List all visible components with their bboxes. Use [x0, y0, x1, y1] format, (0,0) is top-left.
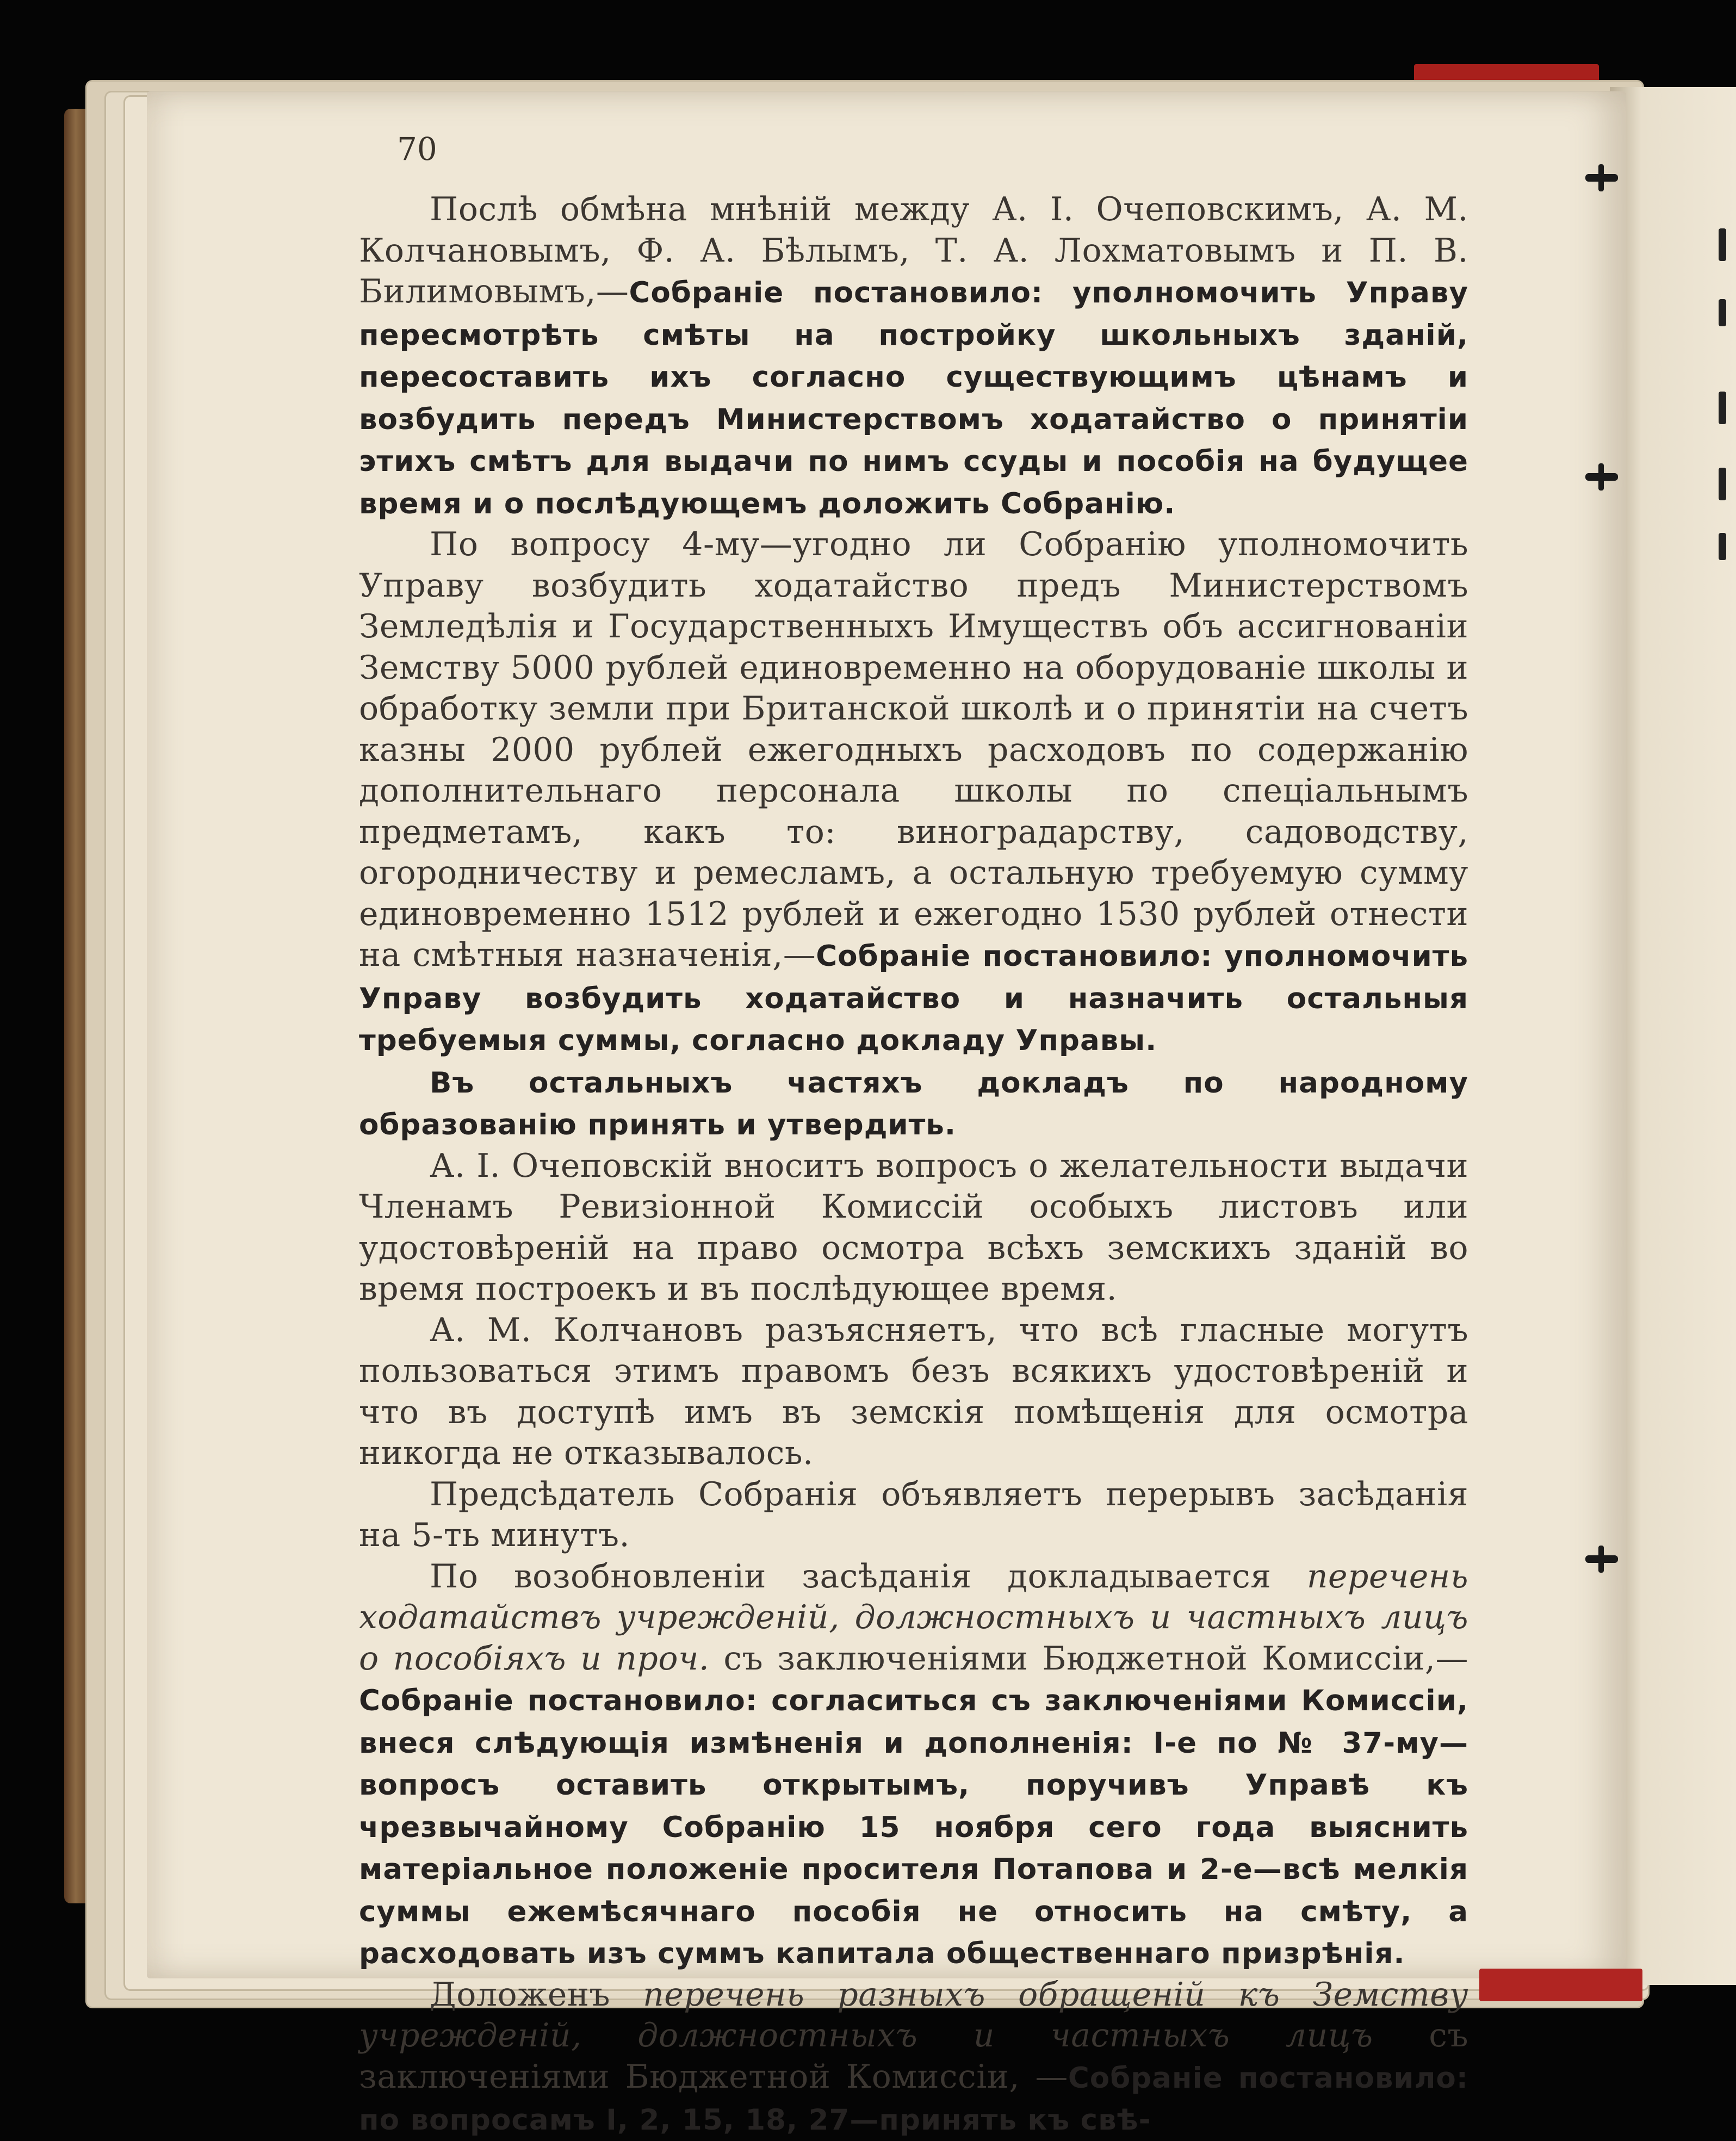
- resolution-text: Собраніе постановило: согласиться съ заключеніями Комиссіи, внеся слѣдующія измѣненія и дополненія: І-е по № 37-му—вопросъ оставить открытымъ, поручивъ Управѣ къ чрезвычайному Собранію 15 ноября сего года выяснить матеріальное положеніе просителя Потапова и 2-е—всѣ мелкія суммы ежемѣсячнаго пособія не относить на смѣту, а расходовать изъ суммъ капитала общественнаго призрѣнія.: [359, 1684, 1468, 1970]
- red-page-edge-bottom: [1479, 1969, 1642, 2001]
- binding-stitch: [1585, 1555, 1618, 1563]
- paragraph-list: [359, 189, 1468, 2141]
- paragraph: [359, 1310, 1468, 1474]
- binding-stitch: [1585, 174, 1618, 182]
- paragraph: [359, 1474, 1468, 1556]
- body-text: А. М. Колчановъ разъясняетъ, что всѣ гласные могутъ пользоваться этимъ правомъ безъ всякихъ удостовѣреній и что въ доступѣ имъ въ земскія помѣщенія для осмотра никогда не отказывалось.: [359, 1311, 1468, 1472]
- facing-page: [1610, 87, 1736, 1985]
- body-text: Доложенъ: [430, 1975, 643, 2014]
- page-number: 70: [397, 131, 437, 167]
- binding-stitch: [1585, 473, 1618, 481]
- resolution-text: Собраніе постановило: уполномочить Управу пересмотрѣть смѣты на постройку школьныхъ зданій, пересоставить ихъ согласно существующимъ цѣнамъ и возбудить передъ Министерствомъ ходатайство о принятіи этихъ смѣтъ для выдачи по нимъ ссуды и пособія на будущее время и о послѣдующемъ доложить Собранію.: [359, 276, 1468, 520]
- paragraph: [359, 1146, 1468, 1310]
- body-text: По вопросу 4-му—угодно ли Собранію уполномочить Управу возбудить ходатайство предъ Министерствомъ Земледѣлія и Государственныхъ Имуществъ объ ассигнованіи Земству 5000 рублей единовременно на оборудованіе школы и обработку земли при Британской школѣ и о принятіи на счетъ казны 2000 рублей ежегодныхъ расходовъ по содержанію дополнительнаго персонала школы по спеціальнымъ предметамъ, какъ то: виноградарству, садоводству, огородничеству и ремесламъ, а остальную требуемую сумму единовременно 1512 рублей и ежегодно 1530 рублей отнести на смѣтныя назначенія,—: [359, 525, 1468, 974]
- body-text: съ заключеніями Бюджетной Комиссіи,—: [709, 1639, 1468, 1678]
- resolution-text: Въ остальныхъ частяхъ докладъ по народному образованію принять и утвердить.: [359, 1066, 1468, 1141]
- resolution-text: Собраніе постановило: по вопросамъ І, 2, 15, 18, 27—принять къ свѣ-: [359, 2061, 1468, 2137]
- body-text: съ заключеніями Бюджетной Комиссіи, —: [359, 2016, 1468, 2096]
- page-text: [359, 131, 1468, 2141]
- body-text: Предсѣдатель Собранія объявляетъ перерывъ засѣданія на 5-ть минутъ.: [359, 1475, 1468, 1554]
- paragraph: [359, 524, 1468, 1062]
- paragraph: [359, 189, 1468, 524]
- paragraph: [359, 1556, 1468, 1975]
- body-text: Послѣ обмѣна мнѣній между А. І. Очеповскимъ, А. М. Колчановымъ, Ф. А. Бѣлымъ, Т. А. Лохматовымъ и П. В. Билимовымъ,—: [359, 190, 1468, 311]
- emphasized-text: перечень разныхъ обращеній къ Земству учрежденій, должностныхъ и частныхъ лицъ: [359, 1975, 1468, 2055]
- paragraph: [359, 1062, 1468, 1146]
- paragraph: [359, 1975, 1468, 2141]
- emphasized-text: перечень ходатайствъ учрежденій, должностныхъ и частныхъ лицъ о пособіяхъ и проч.: [359, 1557, 1468, 1678]
- body-text: По возобновленіи засѣданія докладывается: [430, 1557, 1307, 1596]
- body-text: А. І. Очеповскій вноситъ вопросъ о желательности выдачи Членамъ Ревизіонной Комиссій особыхъ листовъ или удостовѣреній на право осмотра всѣхъ земскихъ зданій во время построекъ и въ послѣдующее время.: [359, 1146, 1468, 1308]
- resolution-text: Собраніе постановило: уполномочить Управу возбудить ходатайство и назначить остальныя требуемыя суммы, согласно докладу Управы.: [359, 940, 1468, 1057]
